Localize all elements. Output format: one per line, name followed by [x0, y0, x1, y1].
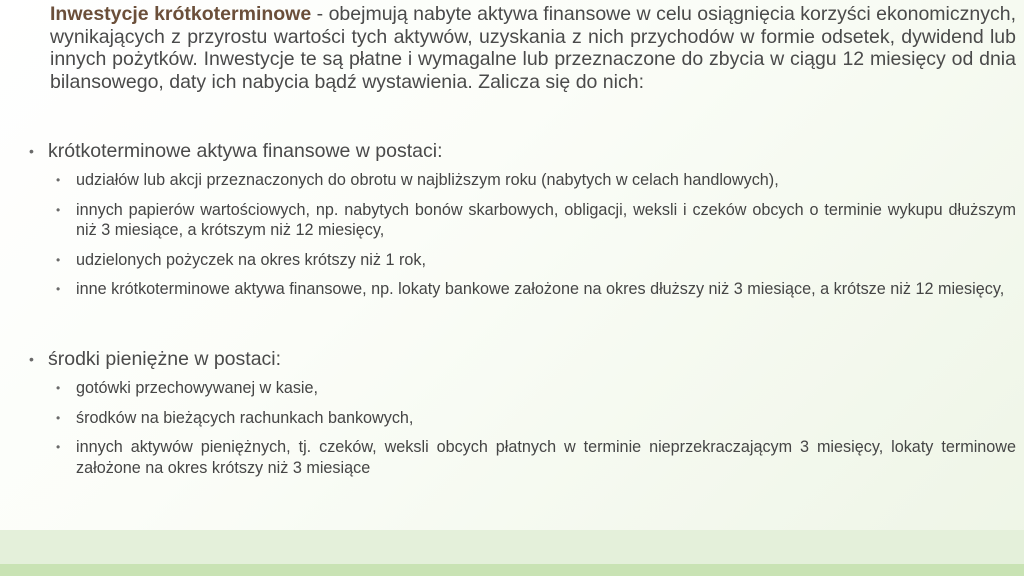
- sub-item-text: innych papierów wartościowych, np. nabytych bonów skarbowych, obligacji, weksli i czeków obcych o terminie wykupu dłuższym niż 3 miesiące, a krótszym niż 12 miesięcy,: [76, 200, 1016, 239]
- sub-bullet-icon: •: [56, 381, 61, 395]
- sub-bullet-icon: •: [56, 410, 61, 425]
- footer-stripe: [0, 564, 1024, 576]
- sub-item-text: gotówki przechowywanej w kasie,: [76, 379, 319, 397]
- sub-item: [48, 200, 1016, 241]
- sub-item: [48, 279, 1016, 300]
- sub-item: [48, 378, 1016, 399]
- sub-item-text: innych aktywów pieniężnych, tj. czeków, weksli obcych płatnych w terminie nieprzekraczającym 3 miesięcy, lokaty terminowe założone na okres krótszy niż 3 miesiące: [76, 438, 1016, 477]
- sub-item-text: udziałów lub akcji przeznaczonych do obrotu w najbliższym roku (nabytych w celach handlowych),: [76, 171, 779, 189]
- sub-bullet-icon: •: [56, 173, 61, 187]
- intro-paragraph: [50, 3, 1016, 93]
- sub-item-text: środków na bieżących rachunkach bankowych,: [76, 408, 414, 427]
- sub-item: [48, 437, 1016, 478]
- sub-list: [48, 378, 1024, 478]
- sub-bullet-icon: •: [56, 202, 61, 217]
- bullet-heading: krótkoterminowe aktywa finansowe w postaci:: [48, 140, 443, 162]
- sub-bullet-icon: •: [56, 252, 61, 267]
- sub-item: [48, 170, 1016, 191]
- sub-bullet-icon: •: [56, 440, 61, 454]
- sub-item-text: inne krótkoterminowe aktywa finansowe, np. lokaty bankowe założone na okres dłuższy niż 3 miesiące, a krótsze niż 12 miesięcy,: [76, 280, 1005, 298]
- sub-list: [48, 170, 1024, 300]
- sub-item: [48, 408, 1016, 429]
- bullet-icon: •: [29, 143, 34, 159]
- bullet-list-cash: [0, 348, 1024, 478]
- bullet-heading: środki pieniężne w postaci:: [48, 348, 282, 370]
- bullet-list-financial-assets: [0, 140, 1024, 300]
- sub-bullet-icon: •: [56, 282, 61, 296]
- sub-item: [48, 250, 1016, 271]
- intro-text: - obejmują nabyte aktywa finansowe w celu osiągnięcia korzyści ekonomicznych, wynikających z przyrostu wartości tych aktywów, uzyskania z nich przychodów w formie odsetek, dywidend lub innych pożytków. Inwestycje te są płatne i wymagalne lub przeznaczone do zbycia w ciągu 12 miesięcy od dnia bilansowego, daty ich nabycia bądź wystawienia. Zalicza się do nich:: [50, 3, 1016, 93]
- bullet-icon: •: [29, 351, 34, 367]
- bullet-item-financial-assets: [0, 140, 1024, 300]
- intro-term: Inwestycje krótkoterminowe: [50, 3, 312, 25]
- sub-item-text: udzielonych pożyczek na okres krótszy niż 1 rok,: [76, 250, 426, 269]
- bullet-item-cash: [0, 348, 1024, 478]
